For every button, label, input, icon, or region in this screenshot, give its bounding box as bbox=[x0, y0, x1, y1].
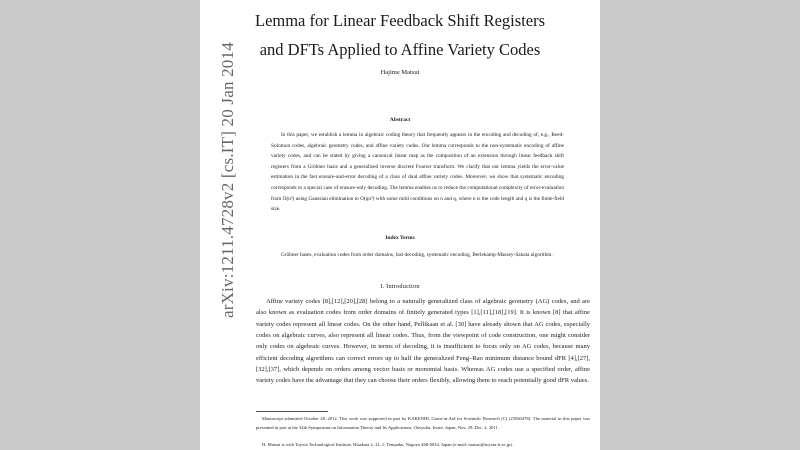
index-terms-text: Gröbner bases, evaluation codes from order domains, fast decoding, systematic encoding, Berlekamp-Massey-Sakata algorithm. bbox=[281, 252, 553, 258]
paper-page bbox=[200, 0, 600, 450]
footnote-manuscript: Manuscript submitted October 28, 2012. This work was supported in part by KAKENHI, Grant-in-Aid for Scientific Research (C) (23560478). The material in this paper was presented in part at the 34th Symposium on Information Theory and Its Applications, Ousyuku, Iwate, Japan, Nov. 29–Dec. 2, 2011. bbox=[256, 416, 590, 430]
author-name: Hajime Matsui bbox=[380, 69, 420, 76]
paper-title-line-1: Lemma for Linear Feedback Shift Registers bbox=[254, 11, 546, 30]
section-heading-introduction: I. Introduction bbox=[380, 283, 420, 290]
abstract-text: In this paper, we establish a lemma in algebraic coding theory that frequently appears in the encoding and decoding of, e.g., Reed-Solomon codes, algebraic geometry codes, and affine variety codes. Our lemma corresponds to the non-systematic encoding of affine variety codes, and can be stated by giving a canonical linear map as the composition of an extension through linear feedback shift registers from a Gröbner basis and a generalized inverse discrete Fourier transform. We clarify that our lemma yields the error-value estimation in the fast erasure-and-error decoding of a class of dual affine variety codes. Moreover, we show that systematic encoding corresponds to a special case of erasure-only decoding. The lemma enables us to reduce the computational complexity of error-evaluation from O(n³) using Gaussian elimination to O(qn²) with some mild conditions on n and q, where n is the code length and q is the finite-field size. bbox=[271, 132, 564, 213]
paper-title-line-2: and DFTs Applied to Affine Variety Codes bbox=[259, 40, 541, 59]
introduction-text: Affine variety codes [8],[12],[20],[28] belong to a naturally generalized class of algebraic geometry (AG) codes, and are also known as evaluation codes from order domains of finitely generated types [1],[11],[18],[19]. It is known [8] that affine variety codes represent all linear codes. On the other hand, Pellikaan et al. [30] have already shown that AG codes, especially codes on algebraic curves, also represent all linear codes. Thus, from the viewpoint of code construction, one might consider only codes on algebraic curves. However, in terms of decoding, it is insufficient to focus only on AG codes, because many efficient decoding algorithms can correct errors up to half the generalized Feng–Rao minimum distance bound dFR [4],[27],[32],[37], which depends on orders among vector basis or monomial basis. Whereas AG codes use a specified order, affine variety codes have the advantage that they can choose their orders flexibly, allowing them to reach potentially good dFR values. bbox=[256, 298, 590, 385]
footnote-affiliation: H. Matsui is with Toyota Technological Institute, Hisakata 2–12–1, Tempaku, Nagoya 468-0034, Japan (e-mail: matsui@toyota-ti.ac.jp). bbox=[262, 442, 514, 447]
arxiv-stamp: arXiv:1211.4728v2 [cs.IT] 20 Jan 2014 bbox=[218, 42, 237, 318]
index-terms-heading: Index Terms bbox=[385, 235, 415, 241]
abstract-heading: Abstract bbox=[389, 117, 411, 123]
footnote-rule bbox=[256, 411, 328, 412]
